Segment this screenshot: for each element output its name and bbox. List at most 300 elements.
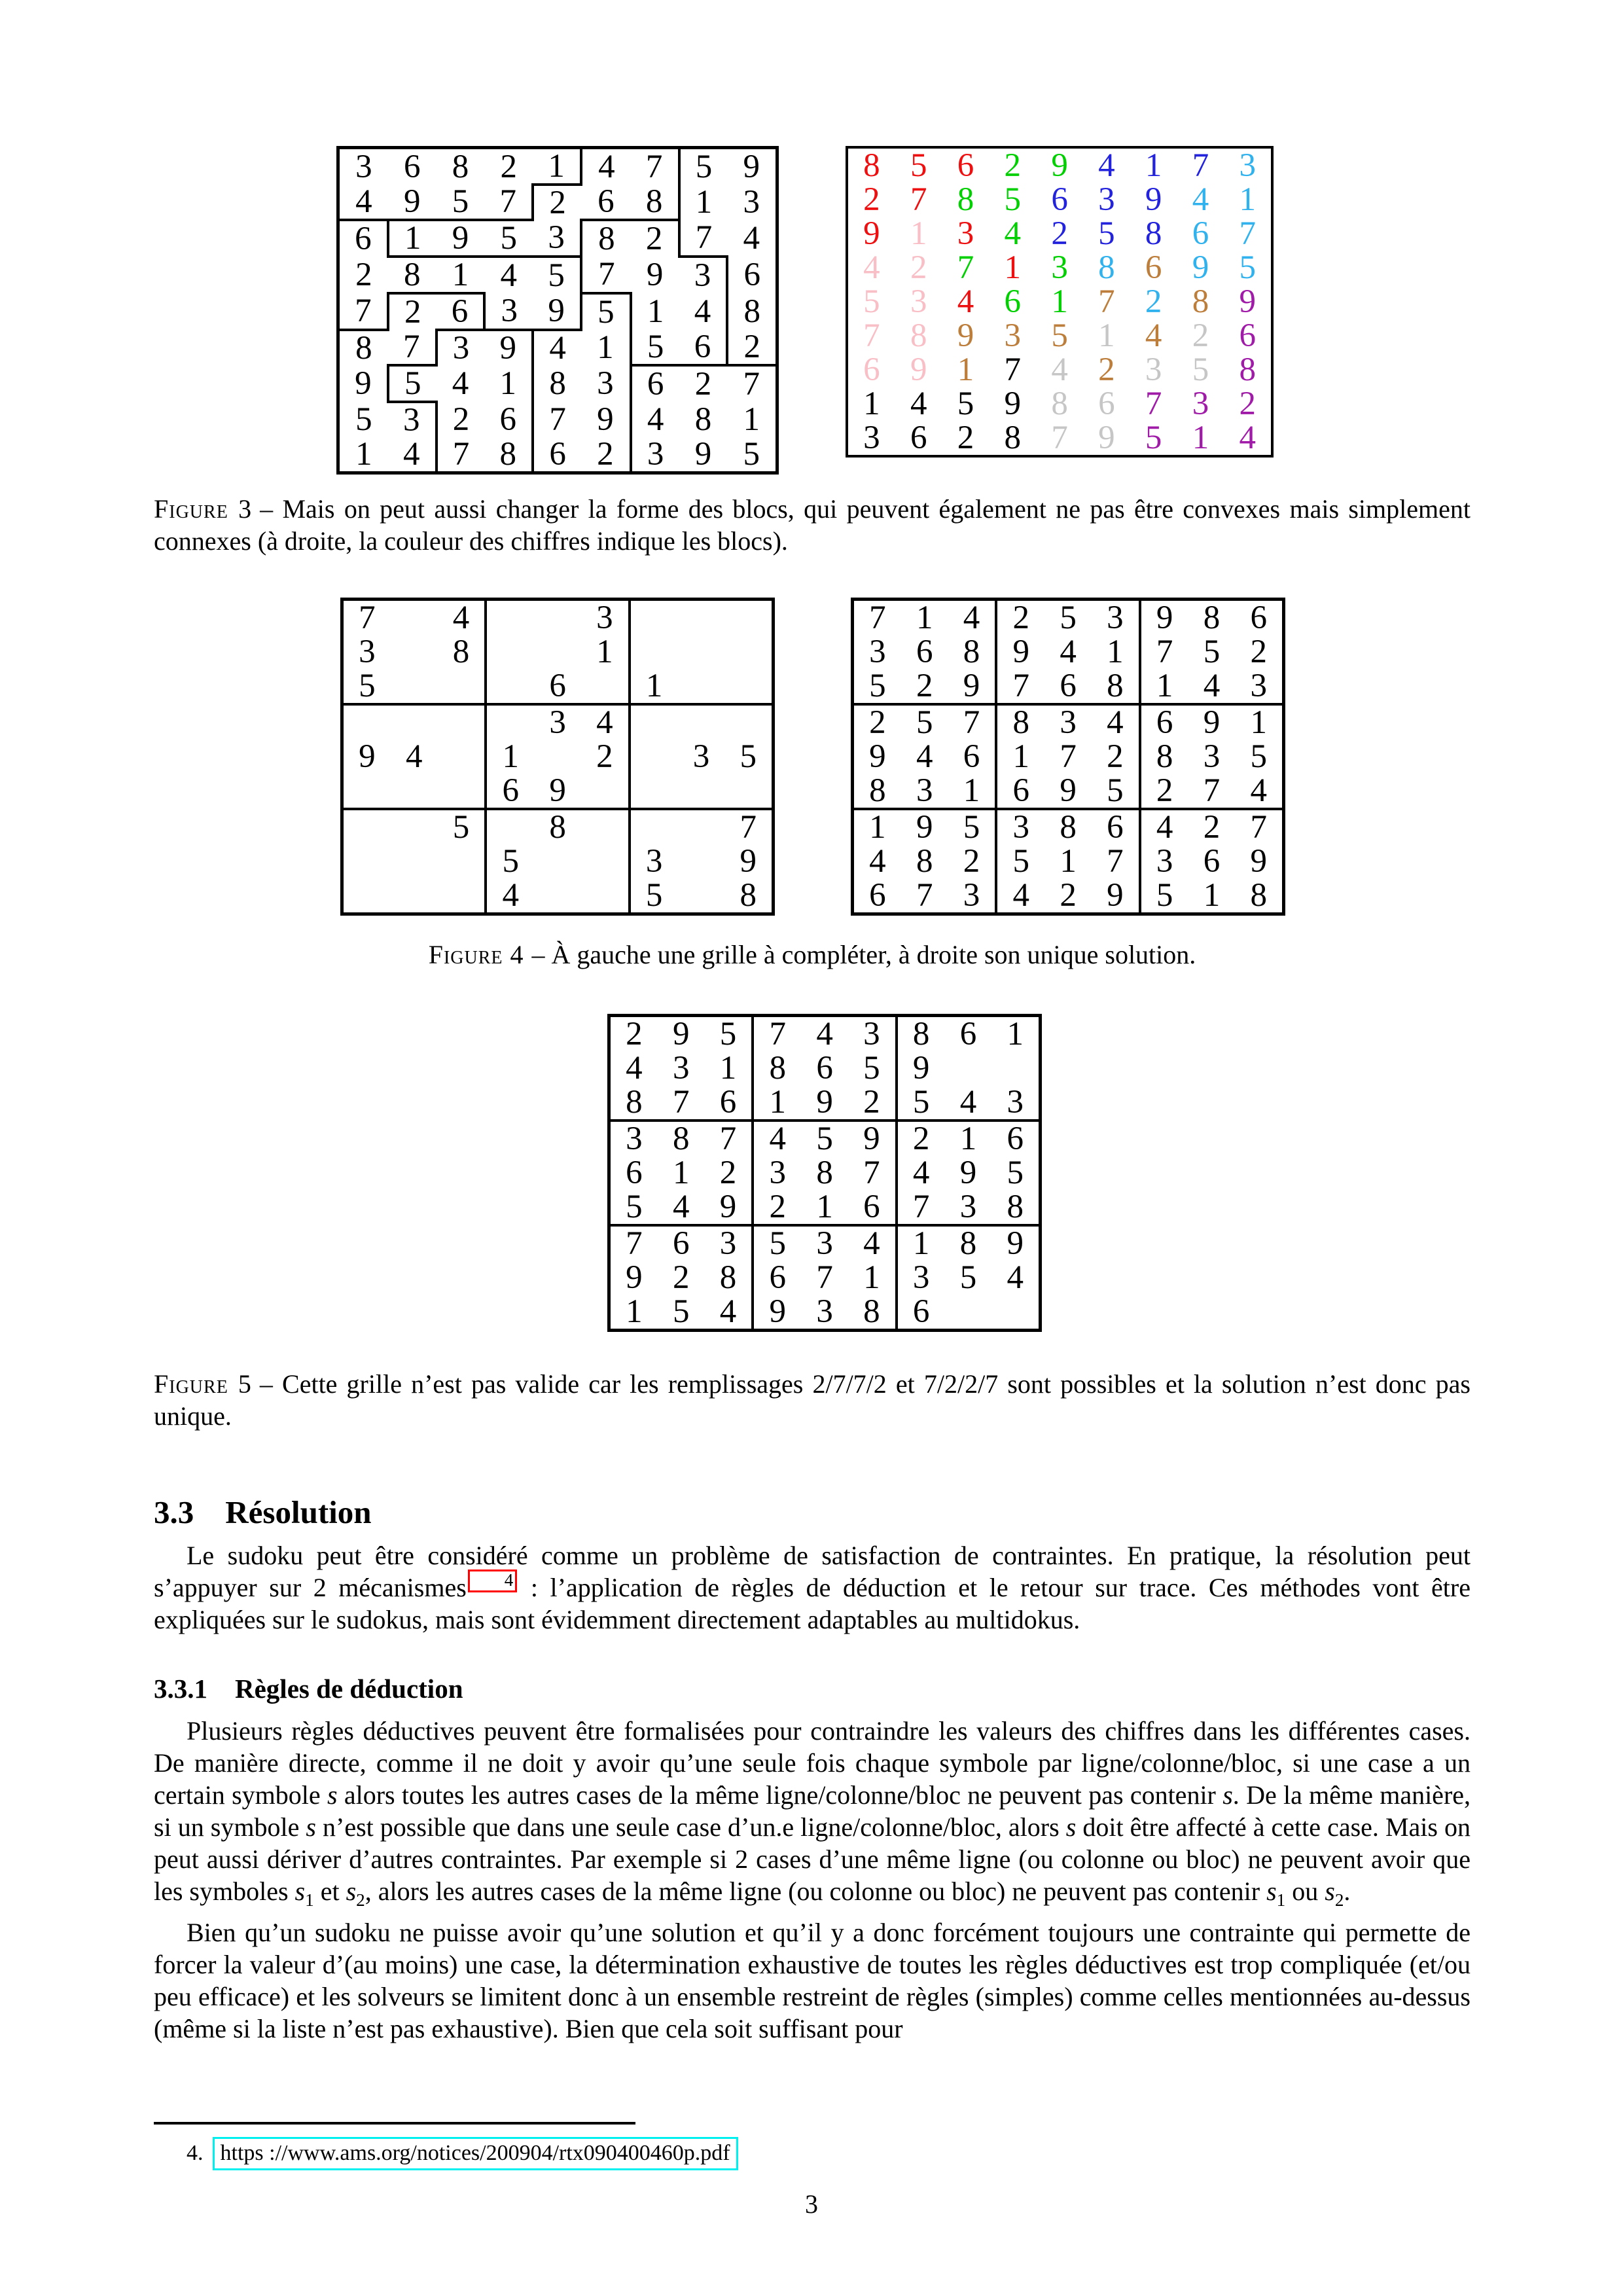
cell-r9c3 — [438, 878, 486, 914]
sudoku-grid-colored-blocks — [846, 146, 1274, 457]
cell-r4c2: 8 — [388, 257, 437, 293]
cell-r9c3: 7 — [452, 436, 470, 473]
cell-r2c8: 1 — [695, 184, 713, 221]
cell-r1c2: 5 — [910, 147, 927, 184]
figure3-label: Figure 3 — [154, 494, 253, 524]
cell-r9c4: 4 — [1012, 877, 1030, 914]
cell-r9c9 — [991, 1295, 1040, 1331]
cell-r5c6: 5 — [581, 293, 631, 330]
cell-r4c5: 3 — [1060, 704, 1077, 741]
cell-r1c6: 4 — [598, 149, 615, 185]
cell-r4c7: 2 — [912, 1121, 930, 1157]
cell-r8c7: 3 — [912, 1259, 930, 1296]
figure4-caption — [154, 939, 1471, 971]
cell-r1c7: 1 — [1145, 147, 1162, 184]
cell-r3c5: 3 — [533, 220, 581, 257]
cell-r6c3: 1 — [948, 774, 997, 809]
grid-row — [338, 437, 777, 473]
grid-row — [853, 878, 1284, 914]
cell-r1c9: 6 — [1250, 600, 1268, 636]
cell-r2c6: 3 — [1098, 181, 1115, 218]
cell-r9c3: 3 — [948, 878, 997, 914]
cell-r2c3: 8 — [948, 635, 997, 669]
cell-r8c3 — [438, 844, 486, 878]
cell-r1c8: 6 — [959, 1016, 977, 1052]
cell-r2c2: 6 — [916, 634, 933, 670]
cell-r6c1: 7 — [863, 317, 880, 354]
cell-r3c1: 5 — [342, 669, 391, 704]
cell-r5c8: 3 — [1203, 738, 1221, 775]
cell-r6c2: 4 — [658, 1190, 705, 1225]
cell-r9c6: 8 — [848, 1295, 897, 1331]
sudoku-grid-puzzle — [340, 598, 775, 916]
cell-r5c5: 9 — [533, 293, 581, 330]
cell-r5c6: 7 — [1098, 283, 1115, 320]
cell-r9c2 — [391, 878, 438, 914]
cell-r2c2: 7 — [910, 181, 927, 218]
cell-r3c9: 3 — [991, 1085, 1040, 1121]
cell-r6c7 — [630, 774, 678, 809]
cell-r3c1: 9 — [863, 215, 880, 252]
cell-r3c5: 6 — [1044, 669, 1092, 704]
cell-r1c3: 4 — [438, 600, 486, 636]
cell-r8c3: 2 — [452, 401, 470, 438]
cell-r5c5: 8 — [816, 1155, 833, 1191]
cell-r3c2: 1 — [910, 215, 927, 252]
cell-r1c3: 5 — [705, 1016, 753, 1052]
cell-r2c1: 3 — [869, 634, 886, 670]
sudoku-table-puzzle — [340, 598, 775, 916]
paragraph-deduction-limits: Bien qu’un sudoku ne puisse avoir qu’une solution et qu’il y a donc forcément toujours une contrainte qui permette de forcer la valeur d’(au moins) une case, la détermination exhaustive de toutes les règles déductives est trop compliquée (et/ou peu efficace) et les solveurs se limitent donc à un ensemble restreint de règles (simples) comme celles mentionnées au-dessus (même si la liste n’est pas exhaustive). Bien que cela soit suffisant pour — [154, 1918, 1471, 2043]
cell-r7c3: 5 — [948, 809, 997, 844]
cell-r5c6: 2 — [1092, 740, 1140, 774]
cell-r3c1: 5 — [853, 669, 901, 704]
cell-r5c8: 9 — [959, 1155, 977, 1191]
cell-r2c3: 1 — [705, 1051, 753, 1085]
cell-r3c8: 7 — [679, 220, 728, 257]
cell-r2c5: 2 — [549, 185, 566, 221]
cell-r8c6 — [581, 844, 630, 878]
cell-r1c3: 4 — [948, 600, 997, 636]
cell-r7c8: 2 — [694, 366, 712, 403]
grid-row — [342, 878, 774, 914]
cell-r5c7: 1 — [647, 293, 664, 330]
cell-r5c1: 9 — [869, 738, 886, 775]
cell-r6c7: 7 — [897, 1190, 945, 1225]
cell-r5c3: 6 — [948, 740, 997, 774]
cell-r1c9: 3 — [1239, 147, 1257, 184]
cell-r4c8: 3 — [679, 257, 728, 293]
sudoku-table-jigsaw — [336, 146, 779, 475]
cell-r3c3: 3 — [957, 215, 974, 252]
cell-r3c2: 7 — [658, 1085, 705, 1121]
cell-r8c6: 6 — [1098, 386, 1115, 422]
cell-r7c4: 3 — [1012, 809, 1030, 846]
sudoku-grid-solution — [851, 598, 1285, 916]
sudoku-table-solution — [851, 598, 1285, 916]
cell-r2c4: 7 — [484, 185, 533, 220]
cell-r3c4: 4 — [1004, 215, 1022, 252]
cell-r5c7: 8 — [1156, 738, 1173, 775]
cell-r9c4: 9 — [769, 1293, 787, 1330]
cell-r4c1 — [342, 704, 391, 740]
cell-r6c6: 5 — [1092, 774, 1140, 809]
cell-r9c6: 9 — [1098, 420, 1115, 456]
cell-r9c2: 5 — [672, 1293, 690, 1330]
cell-r8c4: 5 — [502, 843, 520, 880]
cell-r5c1: 6 — [626, 1155, 643, 1191]
sudoku-table-colored — [846, 146, 1274, 457]
cell-r8c1: 1 — [863, 386, 880, 422]
grid-row — [853, 704, 1284, 740]
cell-r7c6: 3 — [581, 365, 631, 402]
cell-r9c6: 9 — [1092, 878, 1140, 914]
cell-r9c4: 8 — [1004, 420, 1022, 456]
cell-r9c5: 6 — [549, 436, 566, 473]
cell-r1c1: 2 — [626, 1016, 643, 1052]
cell-r6c4: 3 — [1004, 317, 1022, 354]
grid-row — [338, 148, 777, 185]
grid-row — [338, 365, 777, 402]
cell-r4c6: 4 — [581, 704, 630, 740]
cell-r1c2: 1 — [916, 600, 933, 636]
section-heading — [154, 1494, 372, 1531]
cell-r4c8: 9 — [1203, 704, 1221, 741]
cell-r2c9 — [991, 1051, 1040, 1085]
cell-r9c9: 5 — [743, 436, 760, 473]
cell-r2c4 — [486, 635, 534, 669]
cell-r6c3: 9 — [957, 317, 974, 354]
cell-r7c1: 7 — [626, 1225, 643, 1262]
cell-r5c4: 1 — [502, 738, 520, 775]
grid-row — [338, 402, 777, 437]
cell-r8c5: 7 — [549, 401, 566, 438]
cell-r7c7: 3 — [1145, 351, 1162, 388]
cell-r7c5: 4 — [1051, 351, 1068, 388]
cell-r1c5 — [534, 600, 581, 636]
cell-r8c9: 4 — [1007, 1259, 1024, 1296]
cell-r9c5: 2 — [1060, 877, 1077, 914]
cell-r3c9: 7 — [1239, 215, 1257, 252]
cell-r2c8 — [945, 1051, 992, 1085]
cell-r2c6: 5 — [848, 1051, 897, 1085]
grid-row — [853, 774, 1284, 809]
cell-r1c4 — [486, 600, 534, 636]
cell-r1c1: 3 — [355, 149, 372, 185]
cell-r5c8: 4 — [679, 293, 728, 330]
cell-r7c2: 5 — [388, 365, 437, 402]
cell-r8c9: 9 — [740, 843, 757, 880]
subsection-paragraphs — [154, 1715, 1471, 2045]
cell-r1c7 — [630, 600, 678, 636]
cell-r1c6: 3 — [848, 1016, 897, 1052]
cell-r7c4: 7 — [1004, 351, 1022, 388]
cell-r8c3: 2 — [948, 844, 997, 878]
cell-r1c4: 7 — [769, 1016, 787, 1052]
cell-r7c2 — [391, 809, 438, 844]
cell-r5c7: 4 — [912, 1155, 930, 1191]
cell-r2c7 — [630, 635, 678, 669]
cell-r4c9: 5 — [1239, 249, 1257, 286]
grid-row — [338, 185, 777, 220]
cell-r7c9: 7 — [740, 809, 757, 846]
cell-r9c4: 4 — [502, 877, 520, 914]
cell-r8c1: 5 — [355, 401, 372, 438]
cell-r9c2: 6 — [910, 420, 927, 456]
cell-r6c6: 1 — [1098, 317, 1115, 354]
cell-r4c9: 6 — [743, 257, 761, 293]
cell-r6c6: 1 — [581, 330, 631, 365]
cell-r3c7: 1 — [1140, 669, 1188, 704]
cell-r4c5: 5 — [533, 257, 581, 293]
cell-r4c1: 2 — [869, 704, 886, 741]
cell-r3c4: 5 — [484, 220, 533, 257]
cell-r7c5: 8 — [549, 365, 566, 402]
cell-r1c4: 2 — [1012, 600, 1030, 636]
cell-r3c3: 9 — [948, 669, 997, 704]
cell-r1c1: 8 — [863, 147, 880, 184]
figure5-caption — [154, 1368, 1471, 1432]
cell-r9c5: 3 — [816, 1293, 833, 1330]
cell-r9c2: 7 — [916, 877, 933, 914]
grid-row — [342, 704, 774, 740]
cell-r9c7: 5 — [1156, 877, 1173, 914]
cell-r4c9: 1 — [1250, 704, 1268, 741]
figure4-caption-text: – À gauche une grille à compléter, à droite son unique solution. — [531, 940, 1196, 969]
footnote — [187, 2139, 738, 2168]
cell-r8c1: 4 — [869, 843, 886, 880]
cell-r6c4: 6 — [486, 774, 534, 809]
cell-r5c4: 6 — [1004, 283, 1022, 320]
cell-r5c6: 2 — [581, 740, 630, 774]
cell-r7c1: 6 — [863, 351, 880, 388]
cell-r6c4: 2 — [753, 1190, 801, 1225]
cell-r2c2: 9 — [388, 185, 437, 220]
section-paragraph — [154, 1539, 1471, 1636]
cell-r8c2: 3 — [388, 402, 437, 437]
cell-r5c1: 7 — [338, 293, 388, 330]
cell-r2c5: 6 — [1051, 181, 1068, 218]
grid-row — [847, 353, 1272, 387]
cell-r6c2: 8 — [910, 317, 927, 354]
cell-r8c1 — [342, 844, 391, 878]
cell-r2c8 — [678, 635, 725, 669]
cell-r8c1: 9 — [626, 1259, 643, 1296]
grid-row — [847, 319, 1272, 353]
cell-r6c7: 4 — [1145, 317, 1162, 354]
cell-r7c8: 8 — [959, 1225, 977, 1262]
cell-r6c9: 8 — [991, 1190, 1040, 1225]
cell-r4c8: 9 — [1192, 249, 1209, 286]
footnote-ref-marker[interactable]: 4 — [468, 1570, 518, 1592]
cell-r2c5: 4 — [1060, 634, 1077, 670]
cell-r1c8 — [678, 600, 725, 636]
footnote-number: 4. — [187, 2141, 204, 2165]
cell-r9c8: 1 — [1203, 877, 1221, 914]
cell-r7c5: 8 — [1060, 809, 1077, 846]
cell-r3c1: 8 — [609, 1085, 658, 1121]
cell-r6c2: 3 — [901, 774, 948, 809]
cell-r5c3: 6 — [437, 293, 485, 330]
section-number: 3.3 — [154, 1494, 194, 1530]
cell-r8c3: 5 — [957, 386, 974, 422]
cell-r3c2: 1 — [388, 220, 437, 257]
cell-r9c8 — [678, 878, 725, 914]
cell-r1c9: 1 — [1007, 1016, 1024, 1052]
cell-r7c5: 3 — [816, 1225, 833, 1262]
cell-r2c4: 9 — [1012, 634, 1030, 670]
cell-r3c9: 3 — [1235, 669, 1283, 704]
cell-r3c5: 9 — [801, 1085, 848, 1121]
cell-r9c7: 5 — [1145, 420, 1162, 456]
cell-r6c3: 9 — [705, 1190, 753, 1225]
cell-r2c5 — [534, 635, 581, 669]
cell-r7c7: 1 — [912, 1225, 930, 1262]
cell-r9c3: 2 — [957, 420, 974, 456]
cell-r7c4: 5 — [769, 1225, 787, 1262]
footnote-url-link[interactable]: https ://www.ams.org/notices/200904/rtx090400460p.pdf — [213, 2137, 738, 2170]
cell-r2c1: 4 — [338, 185, 388, 220]
cell-r2c7: 7 — [1156, 634, 1173, 670]
cell-r1c1: 7 — [359, 600, 376, 636]
cell-r7c9: 7 — [1250, 809, 1268, 846]
cell-r7c3: 1 — [957, 351, 974, 388]
cell-r6c6: 6 — [848, 1190, 897, 1225]
cell-r2c1: 2 — [863, 181, 880, 218]
cell-r5c3 — [438, 740, 486, 774]
cell-r3c8: 6 — [1192, 215, 1209, 252]
paragraph-resolution: Le sudoku peut être considéré comme un problème de satisfaction de contraintes. En pratique, la résolution peut s’appuyer sur 2 mécanismes 4 : l’application de règles de déduction et le retour sur trace. Ces méthodes vont être expliquées sur le sudokus, mais sont évidemment directement adaptables au multidokus. — [154, 1541, 1471, 1634]
cell-r8c6: 9 — [581, 402, 631, 437]
cell-r7c3: 5 — [438, 809, 486, 844]
cell-r6c9: 6 — [1239, 317, 1257, 354]
cell-r6c5: 5 — [1051, 317, 1068, 354]
cell-r1c3: 6 — [957, 147, 974, 184]
cell-r2c8: 4 — [1192, 181, 1209, 218]
cell-r2c3: 8 — [957, 181, 974, 218]
cell-r5c6: 7 — [848, 1156, 897, 1190]
grid-row — [853, 669, 1284, 704]
cell-r8c2: 8 — [916, 843, 933, 880]
cell-r9c1: 1 — [355, 436, 372, 473]
cell-r9c3: 4 — [705, 1295, 753, 1331]
grid-row — [342, 740, 774, 774]
cell-r7c3: 4 — [452, 365, 469, 402]
grid-row — [609, 1295, 1041, 1331]
grid-row — [853, 809, 1284, 844]
cell-r6c8 — [678, 774, 725, 809]
cell-r3c6 — [581, 669, 630, 704]
grid-row — [609, 1085, 1041, 1121]
cell-r3c2 — [391, 669, 438, 704]
cell-r3c9 — [724, 669, 773, 704]
cell-r5c7 — [630, 740, 678, 774]
cell-r5c1: 5 — [863, 283, 880, 320]
cell-r5c4: 3 — [484, 293, 533, 330]
cell-r1c6: 3 — [1092, 600, 1140, 636]
grid-row — [342, 669, 774, 704]
cell-r3c3: 6 — [705, 1085, 753, 1121]
cell-r1c6: 4 — [1098, 147, 1115, 184]
cell-r3c8: 4 — [945, 1085, 992, 1121]
cell-r9c1: 6 — [869, 877, 886, 914]
cell-r3c8: 4 — [1188, 669, 1236, 704]
cell-r8c8: 3 — [1192, 386, 1209, 422]
cell-r8c9: 9 — [1250, 843, 1268, 880]
grid-row — [338, 220, 777, 257]
cell-r1c4: 2 — [500, 149, 518, 185]
cell-r6c3: 3 — [452, 330, 470, 367]
cell-r4c2 — [391, 704, 438, 740]
cell-r8c5: 1 — [1060, 843, 1077, 880]
cell-r7c6: 6 — [1092, 809, 1140, 844]
grid-row — [847, 217, 1272, 251]
grid-row — [609, 1016, 1041, 1052]
cell-r2c5: 6 — [816, 1050, 833, 1086]
cell-r6c8: 6 — [679, 330, 728, 365]
cell-r5c4: 3 — [769, 1155, 787, 1191]
grid-row — [609, 1190, 1041, 1225]
cell-r6c5: 9 — [1044, 774, 1092, 809]
cell-r1c6: 3 — [581, 600, 630, 636]
cell-r5c9: 9 — [1239, 283, 1257, 320]
cell-r7c1: 1 — [869, 809, 886, 846]
cell-r4c2: 5 — [916, 704, 933, 741]
subsection-title: Règles de déduction — [235, 1674, 463, 1704]
cell-r3c2: 2 — [901, 669, 948, 704]
cell-r3c6: 5 — [1098, 215, 1115, 252]
cell-r6c1: 8 — [355, 330, 372, 367]
cell-r6c8: 3 — [945, 1190, 992, 1225]
cell-r7c9: 8 — [1239, 351, 1257, 388]
cell-r2c6: 1 — [581, 635, 630, 669]
cell-r2c6: 6 — [581, 185, 631, 220]
cell-r2c7: 9 — [912, 1050, 930, 1086]
cell-r2c1: 4 — [626, 1050, 643, 1086]
cell-r7c9: 9 — [1007, 1225, 1024, 1262]
figure3-caption — [154, 493, 1471, 557]
cell-r1c2 — [391, 600, 438, 636]
cell-r7c2: 9 — [916, 809, 933, 846]
cell-r3c9: 4 — [743, 220, 760, 257]
cell-r9c8: 1 — [1192, 420, 1209, 456]
cell-r7c7: 4 — [1156, 809, 1173, 846]
cell-r1c9: 9 — [743, 149, 760, 185]
cell-r2c9: 2 — [1250, 634, 1268, 670]
cell-r1c9 — [724, 600, 773, 636]
cell-r2c8: 5 — [1203, 634, 1221, 670]
cell-r6c6 — [581, 774, 630, 809]
cell-r8c4: 6 — [484, 402, 533, 437]
cell-r4c4: 8 — [1012, 704, 1030, 741]
cell-r4c3: 1 — [437, 257, 485, 293]
cell-r8c7: 3 — [1156, 843, 1173, 880]
cell-r1c3: 8 — [452, 149, 469, 185]
figure5-caption-text: – Cette grille n’est pas valide car les remplissages 2/7/7/2 et 7/2/2/7 sont possibles et la solution n’est donc pas unique. — [154, 1369, 1471, 1431]
figure5-label: Figure 5 — [154, 1369, 252, 1399]
cell-r1c7: 7 — [631, 148, 679, 185]
cell-r6c8: 2 — [1192, 317, 1209, 354]
cell-r6c1: 8 — [853, 774, 901, 809]
grid-row — [853, 600, 1284, 636]
cell-r4c5: 3 — [1051, 249, 1068, 286]
figure3-caption-text: – Mais on peut aussi changer la forme des blocs, qui peuvent également ne pas être convexes mais simplement connexes (à droite, la couleur des chiffres indique les blocs). — [154, 494, 1471, 556]
cell-r1c7: 8 — [912, 1016, 930, 1052]
cell-r4c7: 9 — [646, 257, 664, 293]
cell-r7c2: 6 — [672, 1225, 690, 1262]
grid-row — [847, 387, 1272, 421]
cell-r7c6 — [581, 809, 630, 844]
